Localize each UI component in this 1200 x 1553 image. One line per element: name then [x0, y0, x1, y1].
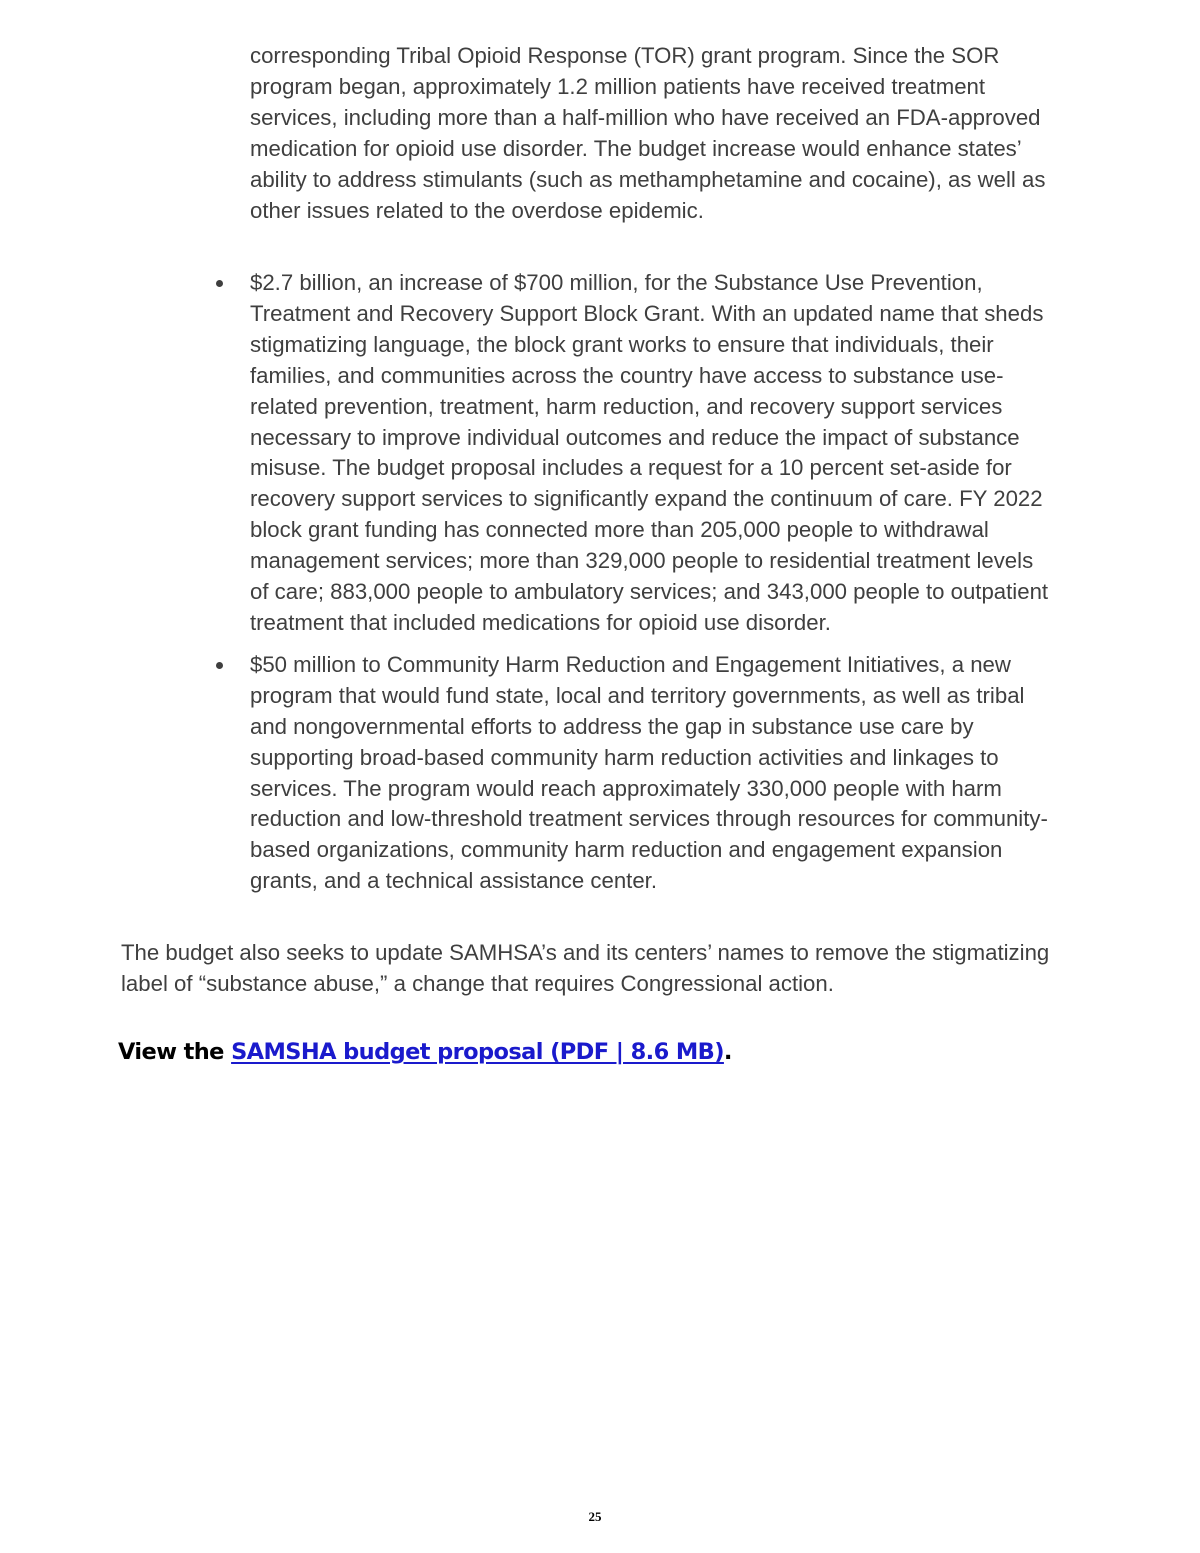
bullet-icon — [216, 280, 223, 287]
view-suffix: . — [723, 1039, 732, 1065]
view-proposal-line — [118, 1036, 732, 1068]
closing-paragraph: The budget also seeks to update SAMHSA’s and its centers’ names to remove the stigmatizing label of “substance abuse,” a change that requires Congressional action. — [121, 940, 1050, 996]
bullet-text-harm-reduction: $50 million to Community Harm Reduction and Engagement Initiatives, a new program that would fund state, local and territory governments, as well as tribal and nongovernmental efforts to address the gap in substance use care by supporting broad-based community harm reduction activities and linkages to services. The program would reach approximately 330,000 people with harm reduction and low-threshold treatment services through resources for community-based organizations, community harm reduction and engagement expansion grants, and a technical assistance center. — [250, 651, 1048, 894]
continued-paragraph: corresponding Tribal Opioid Response (TOR) grant program. Since the SOR program began, approximately 1.2 million patients have received treatment services, including more than a half-million who have received an FDA-approved medication for opioid use disorder. The budget increase would enhance states’ ability to address stimulants (such as methamphetamine and cocaine), as well as other issues related to the overdose epidemic. — [250, 43, 1046, 223]
funding-bullet-list — [250, 268, 1050, 908]
budget-proposal-link[interactable]: SAMSHA budget proposal (PDF | 8.6 MB) — [231, 1039, 724, 1065]
page-number: 25 — [588, 1509, 602, 1524]
view-prefix: View the — [118, 1039, 232, 1065]
bullet-icon — [216, 662, 223, 669]
bullet-text-block-grant: $2.7 billion, an increase of $700 million, for the Substance Use Prevention, Treatment and Recovery Support Block Grant. With an updated name that sheds stigmatizing language, the block grant works to ensure that individuals, their families, and communities across the country have access to substance use-related prevention, treatment, harm reduction, and recovery support services necessary to improve individual outcomes and reduce the impact of substance misuse. The budget proposal includes a request for a 10 percent set-aside for recovery support services to significantly expand the continuum of care. FY 2022 block grant funding has connected more than 205,000 people to withdrawal management services; more than 329,000 people to residential treatment levels of care; 883,000 people to ambulatory services; and 343,000 people to outpatient treatment that included medications for opioid use disorder. — [250, 270, 1049, 635]
list-item — [250, 268, 1050, 639]
list-item — [250, 650, 1050, 897]
